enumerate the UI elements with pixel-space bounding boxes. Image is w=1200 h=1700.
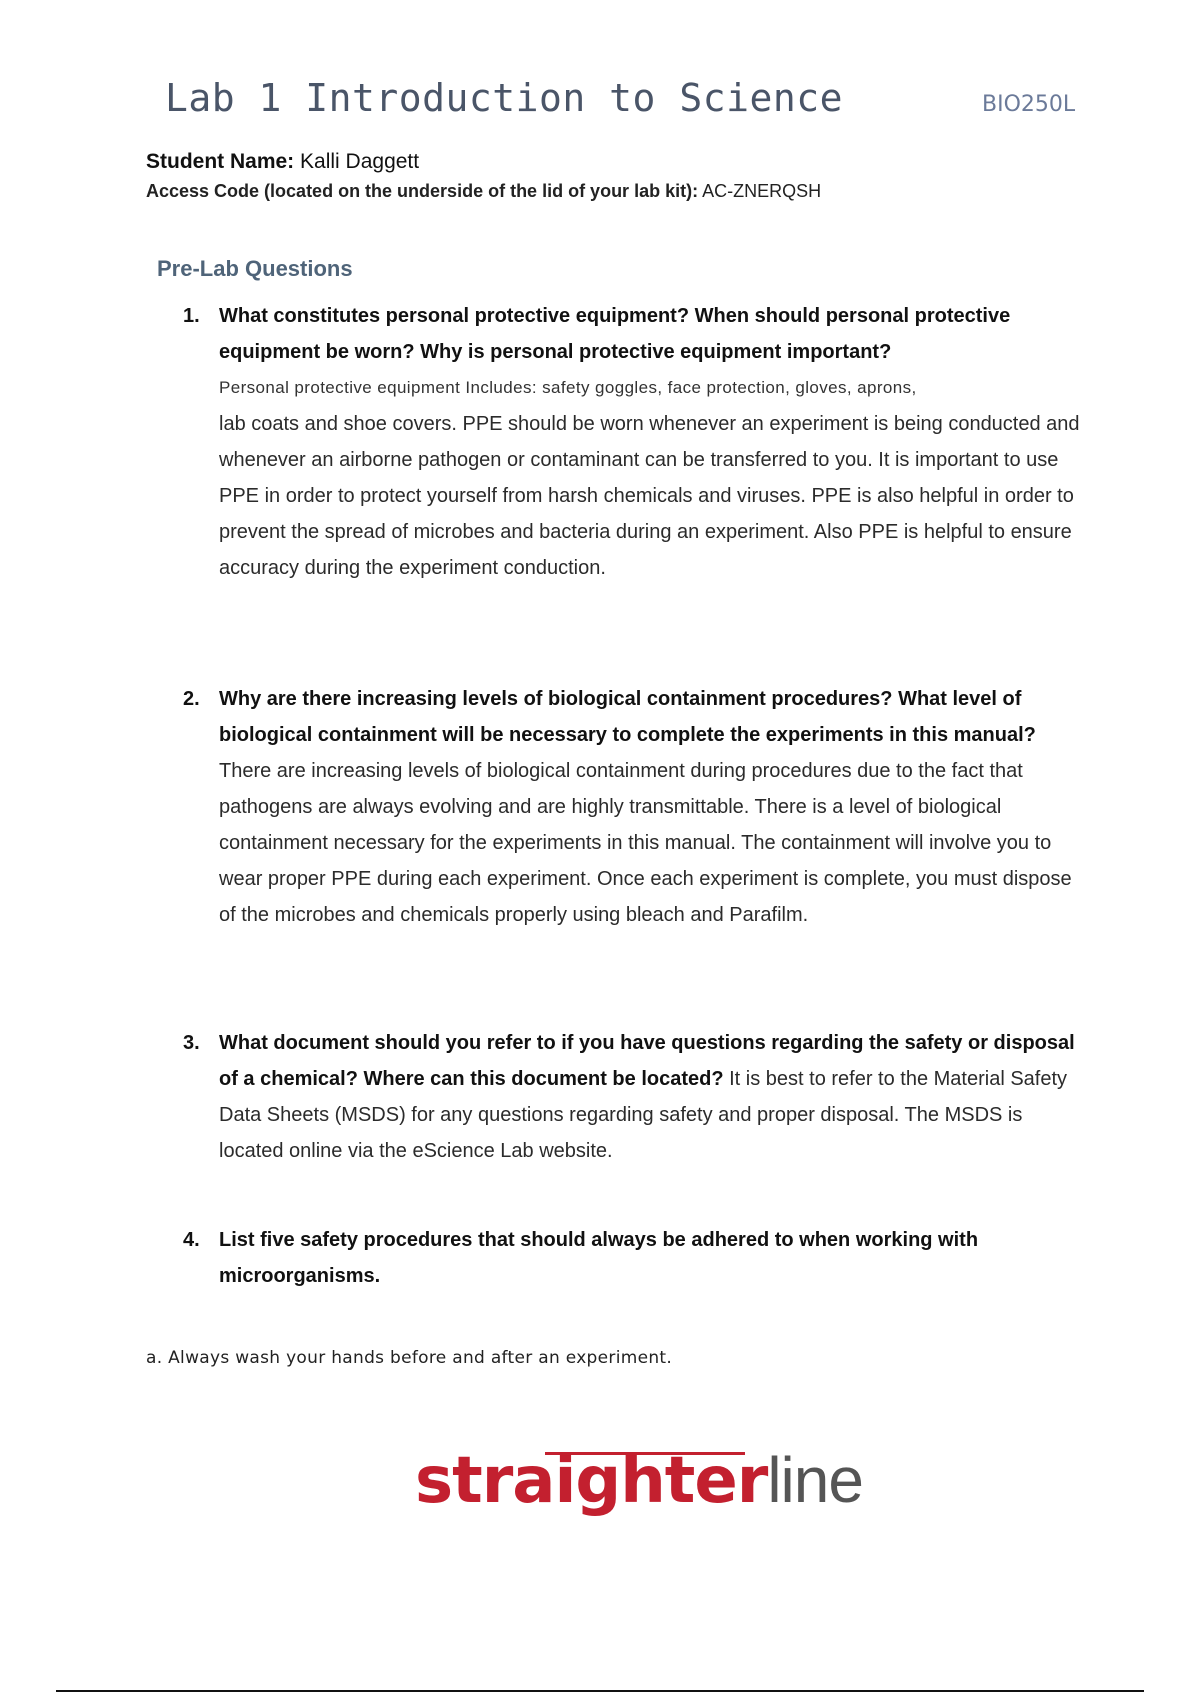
question-text: What document should you refer to if you have questions regarding the safety or disposal of a chemical? Where can this document be located?: [219, 1032, 1075, 1090]
course-code: BIO250L: [982, 92, 1076, 117]
question-item: [183, 1025, 1088, 1169]
footer-rule: [56, 1690, 1144, 1692]
access-code-line: [146, 181, 821, 201]
section-heading: Pre-Lab Questions: [157, 256, 353, 281]
logo-text-bold: straighter: [415, 1444, 768, 1518]
question-number: 2.: [183, 688, 200, 710]
question-number: 3.: [183, 1032, 200, 1054]
question-text: What constitutes personal protective equipment? When should personal protective equipment be worn? Why is personal protective equipment important?: [219, 305, 1011, 363]
access-code-value: AC-ZNERQSH: [702, 181, 822, 201]
question-text: List five safety procedures that should always be adhered to when working with microorganisms.: [219, 1229, 979, 1287]
answer-text: lab coats and shoe covers. PPE should be worn whenever an experiment is being conducted and whenever an airborne pathogen or contaminant can be transferred to you. It is important to use PPE in order to protect yourself from harsh chemicals and viruses. PPE is also helpful in order to prevent the spread of microbes and bacteria during an experiment. Also PPE is helpful to ensure accuracy during the experiment conduction.: [219, 413, 1080, 579]
answer-text-first-line: Personal protective equipment Includes: safety goggles, face protection, gloves, aprons,: [219, 378, 917, 397]
question-number: 1.: [183, 305, 200, 327]
student-name-value: Kalli Daggett: [300, 150, 420, 173]
question-item: [183, 1222, 1088, 1294]
question-item: [183, 298, 1088, 586]
answer-text: It is best to refer to the Material Safety Data Sheets (MSDS) for any questions regarding safety and proper disposal. The MSDS is located online via the eScience Lab website.: [219, 1068, 1068, 1162]
question-item: [183, 681, 1088, 933]
straighterline-logo: [415, 1440, 863, 1521]
question-number: 4.: [183, 1229, 200, 1251]
student-name-label: Student Name:: [146, 150, 295, 173]
student-name-line: [146, 150, 419, 174]
access-code-label: Access Code (located on the underside of the lid of your lab kit):: [146, 181, 699, 201]
page-title: Lab 1 Introduction to Science: [165, 76, 843, 120]
answer-text: There are increasing levels of biological containment during procedures due to the fact that pathogens are always evolving and are highly transmittable. There is a level of biological containment necessary for the experiments in this manual. The containment will involve you to wear proper PPE during each experiment. Once each experiment is complete, you must dispose of the microbes and chemicals properly using bleach and Parafilm.: [219, 760, 1072, 926]
question-text: Why are there increasing levels of biological containment procedures? What level of biological containment will be necessary to complete the experiments in this manual?: [219, 688, 1036, 746]
logo-text-light: line: [767, 1444, 863, 1516]
sub-answer-a: a. Always wash your hands before and after an experiment.: [146, 1348, 673, 1368]
